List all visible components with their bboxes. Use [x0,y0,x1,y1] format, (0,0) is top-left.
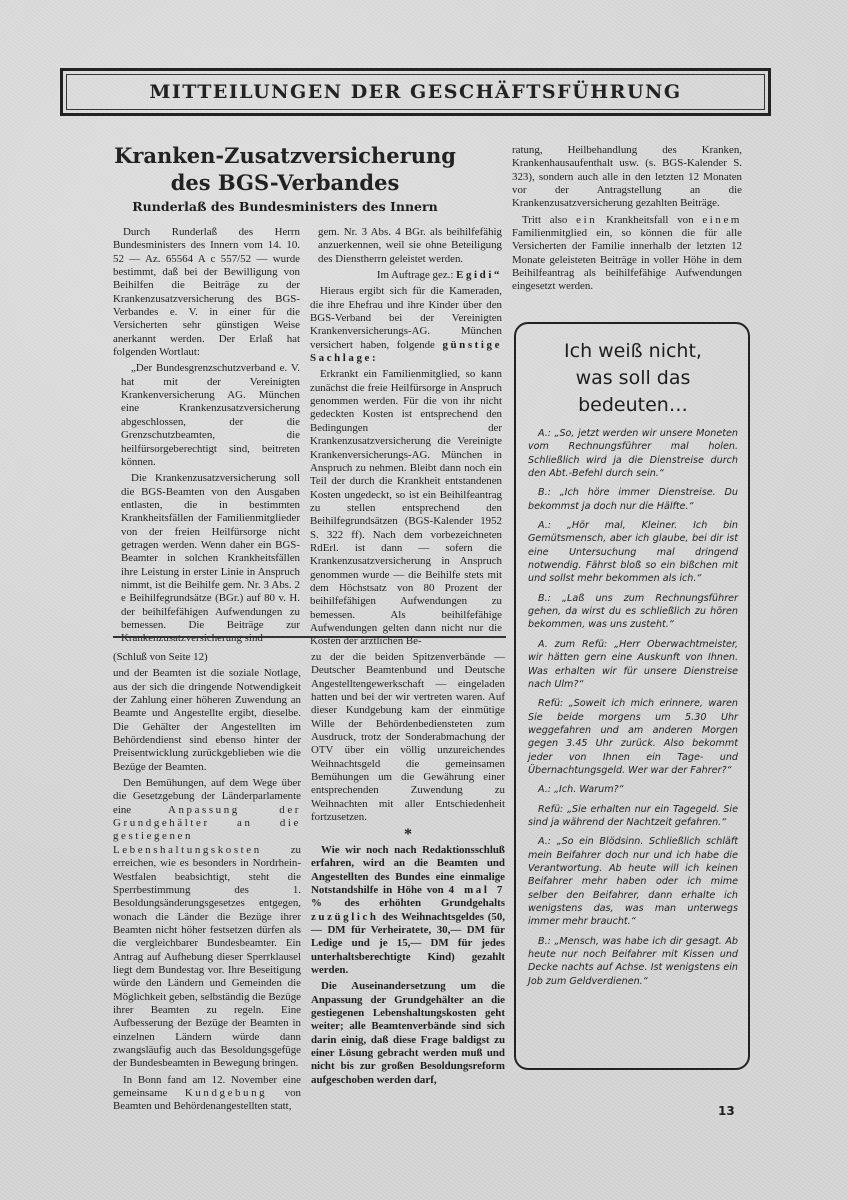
humor-sidebox [514,322,750,1070]
text-run: Krankheitsfall von [597,213,703,226]
paragraph [113,1074,301,1114]
emphasized-text: 4 mal 7 % [311,883,505,910]
paragraph [113,362,300,469]
paragraph [113,651,301,664]
paragraph [528,519,738,586]
text-run: A.: „Ich. Warum?“ [538,784,624,796]
paragraph [113,667,301,774]
text-run: Wie wir noch nach Redaktionsschluß erfahren, wird an die Beamten und Angestellten des Bundes eine einmalige Notstandshilfe in Höhe von [311,843,505,896]
text-run: Die Auseinandersetzung um die Anpassung der Grundgehälter an die gestiegenen Lebenshaltungskosten geht weiter; alle Beamtenverbände sind sich darin einig, daß diese Frage baldigst zu einer Lösung gebracht werden muß und nicht bis zur großen Besoldungsreform aufgeschoben werden darf, [311,980,505,1086]
text-run: zu der die beiden Spitzenverbände — Deutscher Beamtenbund und Deutsche Angestelltengewerkschaft — eingeladen hatten und bei der wir vertreten waren. Auf dieser Kundgebung kam der einmütige Wille der Behördenbediensteten zum Ausdruck, trotz der Sonderabmachung der OTV über ein völlig unzureichendes Weihnachtsgeld die gemeinsamen Bemühungen um die Gewährung einer entsprechenden Zuwendung zu Weihnachten mit aller Entschiedenheit fortzusetzen. [311,651,505,824]
text-run: gem. Nr. 3 Abs. 4 BGr. als beihilfefähig anzuerkennen, weil sie ohne Beteiligung des Dienstherrn geleistet werden. [318,226,502,265]
paragraph [528,783,738,796]
paragraph [311,651,505,824]
text-run: A.: „So ein Blödsinn. Schließlich schläft mein Beifahrer doch nur und ich habe die Verantwortung. Ab heute will ich keinen Beifahrer mehr haben oder ich mime selber den Beifahrer, dann erhalte ich wenigstens das, was man unterwegs immer mehr braucht.“ [528,836,738,928]
paragraph [512,144,742,211]
text-run: Familienmitglied ein, so können die für alle Versicherten der Familie innerhalb der letzten 12 Monate geleisteten Beiträge in voller Höhe in dem Beihilfeantrag als beihilfefähige Aufwendungen eingesetzt werden. [512,227,742,293]
paragraph [310,285,502,365]
paragraph [310,368,502,648]
paragraph [528,486,738,513]
text-run: ratung, Heilbehandlung des Kranken, Krankenhausaufenthalt usw. (s. BGS-Kalender S. 323), sondern auch alle in den letzten 12 Monaten vor der Antragstellung an die Krankenzusatzversicherung gezahlten Beiträge. [512,144,742,210]
paragraph [311,844,505,977]
text-run: A.: „Hör mal, Kleiner. Ich bin Gemütsmensch, aber ich glaube, bei dir ist eine Untersuchung mal dringend notwendig. Fährst bloß so ein bißchen mit und sollst mehr bekommen als ich.“ [528,520,738,585]
text-run: Den Bemühungen, auf dem Wege über die Gesetzgebung der Länderparlamente eine [113,777,301,816]
emphasized-text: einem [702,213,742,226]
paragraph [113,777,301,1071]
emphasized-text: Anpassung der Grundgehälter an die gestiegenen Lebenshaltungskosten [113,803,301,856]
paragraph [528,427,738,480]
text-run: In Bonn fand am 12. November eine gemeinsame [113,1073,301,1099]
section-header-box [60,68,771,116]
paragraph [310,226,502,266]
text-run: A.: „So, jetzt werden wir unsere Moneten vom Rechnungsführer mal holen. Schließlich wird ja die Dienstreise durch den Abt.-Befehl durch sein.“ [528,428,738,480]
section-header-inner [66,74,765,110]
text-run: * [404,826,412,844]
text-run: und der Beamten ist die soziale Notlage, aus der sich die dringende Notwendigkeit der Zahlung einer höheren Zuwendung an Beamte und Angestellte ergibt, dieselbe. Die Gehälter der Angestellten im Behördendienst sind ebenso hinter der Preisentwicklung zurückgeblieben wie die Bezüge der Beamten. [113,667,301,773]
sidebox-title-line-2: was soll das bedeuten… [575,367,691,416]
text-run: von Beamten und Behördenangestellten statt, [113,1087,302,1113]
text-run: Die Krankenzusatzversicherung soll die BGS-Beamten von den Ausgaben entlasten, die in bestimmten Krankheitsfällen der Familienmitglieder von der freien Heilfürsorge nicht getragen werden. Wenn daher ein BGS-Beamter in solchen Krankheitsfällen ihre Leistung in erster Linie in Anspruch nimmt, ist die Beihilfe gem. Nr. 3 Abs. 2 e Beihilfegrundsätze (BGr.) auf 80 v. H. der beihilfefähigen Aufwendungen zu bemessen. Die Beiträge zur Krankenzusatzversicherung sind [121,472,300,645]
text-run: des Weihnachtsgeldes (50,— DM für Verheiratete, 30,— DM für Ledige und je 15,— DM für jedes unterhaltsberechtigte Kind) gezahlt werden. [311,910,505,976]
text-run: Erkrankt ein Familienmitglied, so kann zunächst die freie Heilfürsorge in Anspruch genommen werden. Für die von ihr nicht gedeckten Kosten ist entsprechend den Bedingungen der Krankenzusatzversicherung die Vereinigte Krankenversicherungs-AG. München in Anspruch zu nehmen. Bleibt dann noch ein Teil der durch die Krankheit entstandenen Kosten ungedeckt, so ist ein Beihilfeantrag zu stellen entsprechend den Beihilfegrundsätzen (BGS-Kalender 1952 S. 322 ff). Nach dem vorbezeichneten RdErl. ist dann — sofern die Krankenzusatzversicherung in Anspruch genommen wurde — die Beihilfe stets mit dem Höchstsatz von 80 Prozent der beihilfefähigen Aufwendungen zu bemessen. Als beihilfefähige Aufwendungen gelten dann nicht nur die Kosten der ärztlichen Be- [310,368,502,648]
emphasized-text: ein [576,213,598,226]
text-run: Im Auftrage gez.: [376,269,457,282]
paragraph [528,803,738,830]
paragraph [528,935,738,988]
paragraph [311,980,505,1087]
emphasized-text: Kundgebung [184,1087,268,1099]
paragraph [113,472,300,645]
paragraph [512,214,742,294]
text-run: des erhöhten Grundgehalts [324,897,505,910]
continuation-column-2 [311,651,505,1090]
article-column-1 [113,226,300,649]
page-number: 13 [718,1104,735,1118]
paragraph [528,835,738,928]
paragraph [528,697,738,777]
paragraph [528,638,738,691]
text-run: B.: „Mensch, was habe ich dir gesagt. Ab heute nur noch Beifahrer mit Kissen und Decke nachts auf Achse. Ist wenigstens ein Job zum Geldverdienen.“ [528,935,738,987]
article-title-line-2: des BGS-Verbandes [170,170,400,195]
article-subtitle: Runderlaß des Bundesministers des Innern [132,199,438,214]
text-run: Tritt also [522,213,577,226]
text-run: zu erreichen, wie es besonders in Nordrhein-Westfalen beabsichtigt, steht die Sperrbestimmung des 1. Besoldungsänderungsgesetzes entgegen, wonach die Länder die Bezüge ihrer Beamten nicht höher festsetzen dürfen als die vergleichbarer Bundesbeamter. Ein Antrag auf Aufhebung dieser Sperrklausel liegt dem Bundestag vor. Ihre Beseitigung würde den Ländern und Gemeinden die Möglichkeit geben, selbständig die Bezüge ihrer Beamten zu regeln. Eine Aufbesserung der Bezüge der Beamten in einzelnen Ländern würde dann zwangsläufig auch das Besoldungsgefüge der Bundesbeamten in Bewegung bringen. [113,843,301,1070]
text-run: Hieraus ergibt sich für die Kameraden, die ihre Ehefrau und ihre Kinder über den BGS-Verband bei der Vereinigten Krankenversicherungs-AG. München versichert haben, folgende [310,285,502,351]
sidebox-dialogue [528,427,738,988]
text-run: B.: „Laß uns zum Rechnungsführer gehen, da wirst du es schließlich zu hören bekommen, was uns zusteht.“ [528,592,738,631]
article-title-line-1: Kranken-Zusatzversicherung [114,143,456,168]
text-run: „Der Bundesgrenzschutzverband e. V. hat mit der Vereinigten Krankenversicherung AG. München eine Krankenzusatzversicherung abgeschlossen, der die Grenzschutzbeamten, die heilfürsorgeberechtigt sind, beitreten können. [121,362,300,468]
article-title [100,142,470,196]
text-run: Refü: „Soweit ich mich erinnere, waren Sie beide morgens um 5.30 Uhr weggefahren und am anderen Morgen gegen 3.45 Uhr zurück. Also bekommt jeder von Ihnen ein Tage- und Übernachtungsgeld. Wer war der Fahrer?“ [528,698,738,776]
text-run: B.: „Ich höre immer Dienstreise. Du bekommst ja doch nur die Hälfte.“ [528,487,738,512]
paragraph [311,826,505,844]
text-run: (Schluß von Seite 12) [113,651,208,663]
text-run: Refü: „Sie erhalten nur ein Tagegeld. Sie sind ja während der Nachtzeit gefahren.“ [528,803,738,828]
continuation-column-1 [113,651,301,1117]
text-run: A. zum Refü: „Herr Oberwachtmeister, wir hätten gern eine Auskunft von Ihnen. Was erhalten wir für unsere Dienstreise nach Ulm?“ [528,638,738,690]
article-column-3 [512,144,742,297]
section-divider [113,636,506,638]
sidebox-title-line-1: Ich weiß nicht, [564,340,702,362]
paragraph [113,226,300,359]
emphasized-text: günstige Sachlage: [310,338,502,365]
paragraph [528,592,738,632]
emphasized-text: zuzüglich [311,910,379,923]
paragraph [310,269,502,282]
text-run: Durch Runderlaß des Herrn Bundesministers des Innern vom 14. 10. 52 — Az. 65564 A c 557/52 — wurde bestimmt, daß bei der Bewilligung von Beihilfen die Beiträge zu der Krankenzusatzversicherung des BGS-Verbandes e. V. in einer für die Versicherten sehr günstigen Weise anerkannt werden. Der Erlaß hat folgenden Wortlaut: [113,226,300,359]
sidebox-title [528,338,738,419]
article-column-2 [310,226,502,652]
section-header-title: MITTEILUNGEN DER GESCHÄFTSFÜHRUNG [149,81,682,103]
emphasized-text: Egidi“ [456,269,502,282]
